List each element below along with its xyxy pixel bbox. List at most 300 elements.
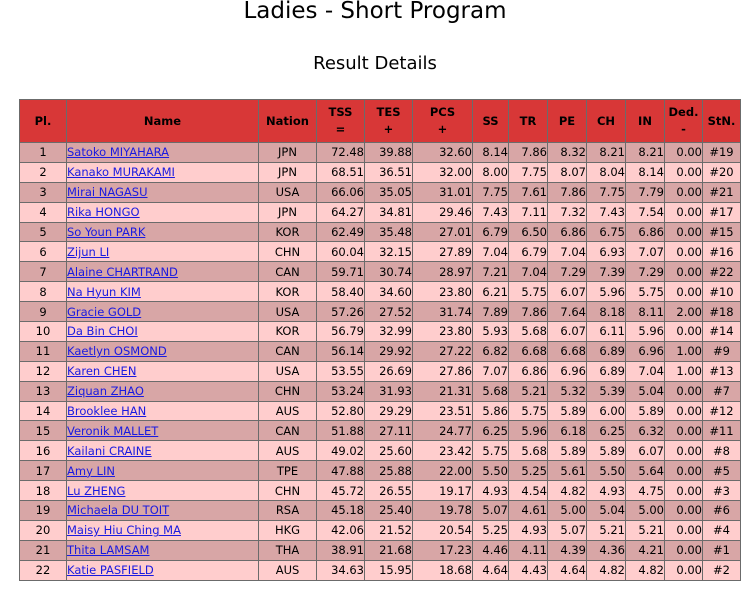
cell-name — [67, 461, 259, 481]
table-body — [20, 143, 741, 581]
cell-tss: 56.14 — [317, 341, 365, 361]
skater-name-link[interactable]: Maisy Hiu Ching MA — [67, 523, 181, 538]
cell-stn: #19 — [703, 143, 741, 163]
cell-pcs: 32.60 — [413, 143, 473, 163]
cell-ded: 0.00 — [665, 322, 703, 342]
cell-ch: 7.75 — [587, 182, 626, 202]
cell-tr: 5.96 — [509, 421, 548, 441]
cell-ss: 7.21 — [473, 262, 509, 282]
cell-tss: 68.51 — [317, 162, 365, 182]
skater-name-link[interactable]: Lu ZHENG — [67, 483, 126, 498]
skater-name-link[interactable]: Satoko MIYAHARA — [67, 145, 170, 160]
column-header-label: TSS — [328, 105, 353, 119]
cell-in: 5.00 — [626, 501, 665, 521]
cell-pl: 17 — [20, 461, 67, 481]
table-row — [20, 282, 741, 302]
table-row — [20, 381, 741, 401]
cell-stn: #5 — [703, 461, 741, 481]
cell-in: 7.04 — [626, 361, 665, 381]
cell-ded: 0.00 — [665, 461, 703, 481]
cell-pcs: 31.74 — [413, 302, 473, 322]
cell-tss: 66.06 — [317, 182, 365, 202]
cell-ded: 0.00 — [665, 202, 703, 222]
cell-pe: 6.96 — [548, 361, 587, 381]
cell-tes: 30.74 — [365, 262, 413, 282]
skater-name-link[interactable]: Na Hyun KIM — [67, 284, 141, 299]
cell-tr: 5.68 — [509, 322, 548, 342]
cell-stn: #9 — [703, 341, 741, 361]
cell-pe: 6.68 — [548, 341, 587, 361]
cell-tr: 7.11 — [509, 202, 548, 222]
cell-pe: 7.04 — [548, 242, 587, 262]
table-row — [20, 341, 741, 361]
cell-ded: 0.00 — [665, 143, 703, 163]
cell-stn: #13 — [703, 361, 741, 381]
cell-pl: 6 — [20, 242, 67, 262]
cell-pe: 5.89 — [548, 401, 587, 421]
cell-pe: 5.89 — [548, 441, 587, 461]
cell-name — [67, 421, 259, 441]
cell-ss: 6.25 — [473, 421, 509, 441]
skater-name-link[interactable]: Ziquan ZHAO — [67, 384, 144, 399]
cell-ch: 6.25 — [587, 421, 626, 441]
cell-in: 5.21 — [626, 520, 665, 540]
table-row — [20, 222, 741, 242]
column-header-label: PCS — [429, 105, 456, 119]
cell-pe: 7.86 — [548, 182, 587, 202]
cell-tss: 45.72 — [317, 481, 365, 501]
cell-pcs: 32.00 — [413, 162, 473, 182]
cell-pcs: 27.86 — [413, 361, 473, 381]
cell-name — [67, 501, 259, 521]
cell-stn: #16 — [703, 242, 741, 262]
cell-tes: 15.95 — [365, 560, 413, 580]
cell-ss: 7.75 — [473, 182, 509, 202]
cell-tss: 53.24 — [317, 381, 365, 401]
cell-pcs: 20.54 — [413, 520, 473, 540]
cell-ch: 5.96 — [587, 282, 626, 302]
cell-name — [67, 381, 259, 401]
cell-tes: 21.68 — [365, 540, 413, 560]
cell-tss: 53.55 — [317, 361, 365, 381]
cell-ch: 6.11 — [587, 322, 626, 342]
cell-ded: 1.00 — [665, 341, 703, 361]
cell-in: 5.04 — [626, 381, 665, 401]
cell-nation: JPN — [259, 202, 317, 222]
column-header-label: TES — [376, 105, 401, 119]
cell-in: 6.32 — [626, 421, 665, 441]
column-header-label: Name — [143, 113, 182, 128]
cell-ss: 8.14 — [473, 143, 509, 163]
skater-name-link[interactable]: Kanako MURAKAMI — [67, 165, 175, 180]
column-header-label: Pl. — [34, 113, 52, 128]
cell-stn: #8 — [703, 441, 741, 461]
column-header-in — [626, 100, 665, 143]
cell-tr: 7.75 — [509, 162, 548, 182]
cell-tr: 5.68 — [509, 441, 548, 461]
cell-tes: 34.60 — [365, 282, 413, 302]
cell-tr: 4.93 — [509, 520, 548, 540]
cell-name — [67, 520, 259, 540]
cell-name — [67, 481, 259, 501]
cell-nation: CHN — [259, 381, 317, 401]
cell-ded: 0.00 — [665, 162, 703, 182]
cell-ch: 5.50 — [587, 461, 626, 481]
column-header-pe — [548, 100, 587, 143]
cell-stn: #3 — [703, 481, 741, 501]
cell-ded: 0.00 — [665, 222, 703, 242]
skater-name-link[interactable]: Katie PASFIELD — [67, 563, 154, 578]
cell-ded: 0.00 — [665, 381, 703, 401]
cell-pe: 5.32 — [548, 381, 587, 401]
cell-ch: 6.00 — [587, 401, 626, 421]
cell-pcs: 27.89 — [413, 242, 473, 262]
cell-pl: 21 — [20, 540, 67, 560]
cell-pl: 18 — [20, 481, 67, 501]
cell-pl: 1 — [20, 143, 67, 163]
cell-pcs: 31.01 — [413, 182, 473, 202]
page-subtitle: Result Details — [313, 53, 437, 74]
cell-tr: 6.86 — [509, 361, 548, 381]
skater-name-link[interactable]: Michaela DU TOIT — [67, 503, 170, 518]
cell-in: 4.82 — [626, 560, 665, 580]
cell-stn: #10 — [703, 282, 741, 302]
column-header-tes — [365, 100, 413, 143]
cell-ded: 0.00 — [665, 501, 703, 521]
cell-in: 4.75 — [626, 481, 665, 501]
cell-in: 8.11 — [626, 302, 665, 322]
cell-tes: 25.88 — [365, 461, 413, 481]
cell-pl: 4 — [20, 202, 67, 222]
cell-in: 6.07 — [626, 441, 665, 461]
cell-tes: 26.55 — [365, 481, 413, 501]
cell-name — [67, 202, 259, 222]
table-header-row — [20, 100, 741, 143]
cell-tr: 5.75 — [509, 282, 548, 302]
cell-name — [67, 282, 259, 302]
cell-pl: 5 — [20, 222, 67, 242]
cell-tss: 34.63 — [317, 560, 365, 580]
cell-nation: KOR — [259, 222, 317, 242]
cell-tss: 47.88 — [317, 461, 365, 481]
cell-pe: 7.32 — [548, 202, 587, 222]
cell-ss: 4.46 — [473, 540, 509, 560]
skater-name-link[interactable]: Da Bin CHOI — [67, 324, 138, 339]
table-row — [20, 461, 741, 481]
skater-name-link[interactable]: Gracie GOLD — [67, 304, 142, 319]
page-title: Ladies - Short Program — [243, 0, 507, 24]
cell-tes: 32.15 — [365, 242, 413, 262]
cell-pcs: 24.77 — [413, 421, 473, 441]
cell-pl: 10 — [20, 322, 67, 342]
cell-pe: 5.00 — [548, 501, 587, 521]
cell-nation: AUS — [259, 441, 317, 461]
cell-tes: 31.93 — [365, 381, 413, 401]
cell-tr: 4.61 — [509, 501, 548, 521]
cell-name — [67, 143, 259, 163]
cell-in: 7.79 — [626, 182, 665, 202]
cell-pl: 2 — [20, 162, 67, 182]
cell-tes: 35.48 — [365, 222, 413, 242]
cell-nation: THA — [259, 540, 317, 560]
cell-tss: 57.26 — [317, 302, 365, 322]
cell-pcs: 18.68 — [413, 560, 473, 580]
cell-name — [67, 302, 259, 322]
skater-name-link[interactable]: Karen CHEN — [67, 364, 137, 379]
cell-nation: CHN — [259, 481, 317, 501]
cell-tes: 29.92 — [365, 341, 413, 361]
cell-in: 5.64 — [626, 461, 665, 481]
cell-ch: 5.04 — [587, 501, 626, 521]
cell-ss: 5.75 — [473, 441, 509, 461]
cell-ss: 4.64 — [473, 560, 509, 580]
cell-ch: 7.39 — [587, 262, 626, 282]
column-header-stn — [703, 100, 741, 143]
cell-nation: AUS — [259, 401, 317, 421]
cell-ch: 8.21 — [587, 143, 626, 163]
cell-pcs: 23.51 — [413, 401, 473, 421]
cell-name — [67, 222, 259, 242]
cell-tes: 35.05 — [365, 182, 413, 202]
cell-ss: 5.86 — [473, 401, 509, 421]
cell-pcs: 28.97 — [413, 262, 473, 282]
cell-ded: 2.00 — [665, 302, 703, 322]
cell-tes: 27.11 — [365, 421, 413, 441]
cell-nation: CAN — [259, 262, 317, 282]
skater-name-link[interactable]: Amy LIN — [67, 463, 115, 478]
cell-tes: 29.29 — [365, 401, 413, 421]
cell-ded: 0.00 — [665, 282, 703, 302]
cell-tss: 62.49 — [317, 222, 365, 242]
cell-name — [67, 242, 259, 262]
cell-ch: 4.82 — [587, 560, 626, 580]
cell-nation: CAN — [259, 341, 317, 361]
column-header-label: Ded. — [668, 105, 699, 119]
cell-pe: 6.86 — [548, 222, 587, 242]
cell-nation: USA — [259, 302, 317, 322]
cell-tes: 32.99 — [365, 322, 413, 342]
cell-ss: 6.82 — [473, 341, 509, 361]
cell-ch: 4.36 — [587, 540, 626, 560]
cell-ded: 0.00 — [665, 481, 703, 501]
cell-stn: #1 — [703, 540, 741, 560]
cell-pl: 13 — [20, 381, 67, 401]
skater-name-link[interactable]: Brooklee HAN — [67, 404, 147, 419]
cell-in: 7.07 — [626, 242, 665, 262]
cell-ss: 5.93 — [473, 322, 509, 342]
cell-pcs: 29.46 — [413, 202, 473, 222]
cell-tes: 26.69 — [365, 361, 413, 381]
column-header-operator: + — [383, 122, 394, 136]
cell-tr: 5.25 — [509, 461, 548, 481]
cell-tes: 25.40 — [365, 501, 413, 521]
results-table — [19, 99, 741, 581]
table-row — [20, 143, 741, 163]
table-row — [20, 322, 741, 342]
cell-pe: 5.61 — [548, 461, 587, 481]
skater-name-link[interactable]: Veronik MALLET — [67, 423, 159, 438]
cell-ss: 7.89 — [473, 302, 509, 322]
cell-tes: 36.51 — [365, 162, 413, 182]
skater-name-link[interactable]: So Youn PARK — [67, 225, 146, 239]
cell-tss: 51.88 — [317, 421, 365, 441]
cell-pcs: 23.42 — [413, 441, 473, 461]
cell-pl: 15 — [20, 421, 67, 441]
cell-nation: TPE — [259, 461, 317, 481]
cell-name — [67, 341, 259, 361]
cell-tss: 49.02 — [317, 441, 365, 461]
cell-nation: KOR — [259, 322, 317, 342]
column-header-pl — [20, 100, 67, 143]
column-header-label: Nation — [266, 113, 309, 128]
cell-name — [67, 560, 259, 580]
cell-tes: 21.52 — [365, 520, 413, 540]
cell-tr: 5.21 — [509, 381, 548, 401]
cell-ch: 8.04 — [587, 162, 626, 182]
skater-name-link[interactable]: Kaetlyn OSMOND — [67, 344, 167, 359]
cell-pe: 5.07 — [548, 520, 587, 540]
cell-pl: 14 — [20, 401, 67, 421]
cell-tr: 6.50 — [509, 222, 548, 242]
cell-tr: 7.61 — [509, 182, 548, 202]
skater-name-link[interactable]: Alaine CHARTRAND — [67, 264, 178, 279]
table-row — [20, 162, 741, 182]
cell-nation: CAN — [259, 421, 317, 441]
cell-nation: USA — [259, 182, 317, 202]
cell-ded: 0.00 — [665, 560, 703, 580]
cell-nation: JPN — [259, 143, 317, 163]
skater-name-link[interactable]: Rika HONGO — [67, 205, 140, 220]
column-header-label: IN — [638, 113, 652, 128]
cell-in: 7.29 — [626, 262, 665, 282]
cell-pl: 11 — [20, 341, 67, 361]
table-row — [20, 302, 741, 322]
cell-stn: #4 — [703, 520, 741, 540]
cell-ss: 5.07 — [473, 501, 509, 521]
column-header-label: StN. — [707, 113, 736, 128]
skater-name-link[interactable]: Thita LAMSAM — [67, 543, 150, 558]
column-header-operator: + — [437, 122, 448, 136]
table-row — [20, 361, 741, 381]
cell-tr: 7.86 — [509, 302, 548, 322]
table-row — [20, 560, 741, 580]
table-row — [20, 182, 741, 202]
cell-name — [67, 401, 259, 421]
cell-stn: #22 — [703, 262, 741, 282]
table-row — [20, 262, 741, 282]
cell-stn: #21 — [703, 182, 741, 202]
cell-pe: 6.18 — [548, 421, 587, 441]
cell-in: 8.14 — [626, 162, 665, 182]
cell-ch: 7.43 — [587, 202, 626, 222]
cell-ded: 0.00 — [665, 540, 703, 560]
column-header-nation — [259, 100, 317, 143]
cell-ded: 0.00 — [665, 242, 703, 262]
cell-nation: AUS — [259, 560, 317, 580]
cell-pe: 4.64 — [548, 560, 587, 580]
table-row — [20, 202, 741, 222]
cell-tr: 6.79 — [509, 242, 548, 262]
table-row — [20, 501, 741, 521]
cell-nation: RSA — [259, 501, 317, 521]
cell-stn: #20 — [703, 162, 741, 182]
cell-name — [67, 322, 259, 342]
cell-tss: 59.71 — [317, 262, 365, 282]
cell-ch: 8.18 — [587, 302, 626, 322]
cell-tss: 42.06 — [317, 520, 365, 540]
table-row — [20, 441, 741, 461]
cell-tr: 4.11 — [509, 540, 548, 560]
cell-pe: 4.39 — [548, 540, 587, 560]
column-header-ded — [665, 100, 703, 143]
cell-pl: 16 — [20, 441, 67, 461]
cell-stn: #11 — [703, 421, 741, 441]
cell-ch: 6.75 — [587, 222, 626, 242]
skater-name-link[interactable]: Zijun LI — [67, 244, 110, 259]
cell-pe: 6.07 — [548, 322, 587, 342]
cell-pcs: 27.22 — [413, 341, 473, 361]
column-header-label: CH — [596, 113, 616, 128]
table-row — [20, 401, 741, 421]
cell-tes: 27.52 — [365, 302, 413, 322]
cell-pcs: 17.23 — [413, 540, 473, 560]
cell-pe: 8.07 — [548, 162, 587, 182]
cell-tss: 64.27 — [317, 202, 365, 222]
cell-pl: 7 — [20, 262, 67, 282]
cell-tr: 4.54 — [509, 481, 548, 501]
cell-stn: #18 — [703, 302, 741, 322]
cell-in: 5.96 — [626, 322, 665, 342]
skater-name-link[interactable]: Mirai NAGASU — [67, 185, 148, 200]
cell-tes: 34.81 — [365, 202, 413, 222]
column-header-operator: = — [335, 122, 346, 136]
cell-stn: #14 — [703, 322, 741, 342]
cell-ss: 6.79 — [473, 222, 509, 242]
cell-tss: 60.04 — [317, 242, 365, 262]
cell-pe: 8.32 — [548, 143, 587, 163]
cell-ch: 6.89 — [587, 361, 626, 381]
cell-ss: 5.68 — [473, 381, 509, 401]
column-header-tr — [509, 100, 548, 143]
cell-tss: 38.91 — [317, 540, 365, 560]
cell-tes: 39.88 — [365, 143, 413, 163]
cell-ch: 5.89 — [587, 441, 626, 461]
cell-ded: 0.00 — [665, 520, 703, 540]
cell-tr: 7.04 — [509, 262, 548, 282]
cell-tr: 6.68 — [509, 341, 548, 361]
cell-nation: USA — [259, 361, 317, 381]
column-header-label: PE — [558, 113, 576, 128]
cell-ded: 1.00 — [665, 361, 703, 381]
cell-pcs: 22.00 — [413, 461, 473, 481]
cell-pe: 6.07 — [548, 282, 587, 302]
cell-nation: CHN — [259, 242, 317, 262]
column-header-ch — [587, 100, 626, 143]
cell-ch: 6.89 — [587, 341, 626, 361]
cell-tss: 72.48 — [317, 143, 365, 163]
cell-in: 6.86 — [626, 222, 665, 242]
cell-ded: 0.00 — [665, 401, 703, 421]
cell-stn: #7 — [703, 381, 741, 401]
column-header-pcs — [413, 100, 473, 143]
column-header-operator: - — [681, 122, 686, 136]
cell-ded: 0.00 — [665, 262, 703, 282]
skater-name-link[interactable]: Kailani CRAINE — [67, 443, 152, 458]
cell-pl: 9 — [20, 302, 67, 322]
cell-ss: 8.00 — [473, 162, 509, 182]
cell-in: 8.21 — [626, 143, 665, 163]
cell-ch: 6.93 — [587, 242, 626, 262]
